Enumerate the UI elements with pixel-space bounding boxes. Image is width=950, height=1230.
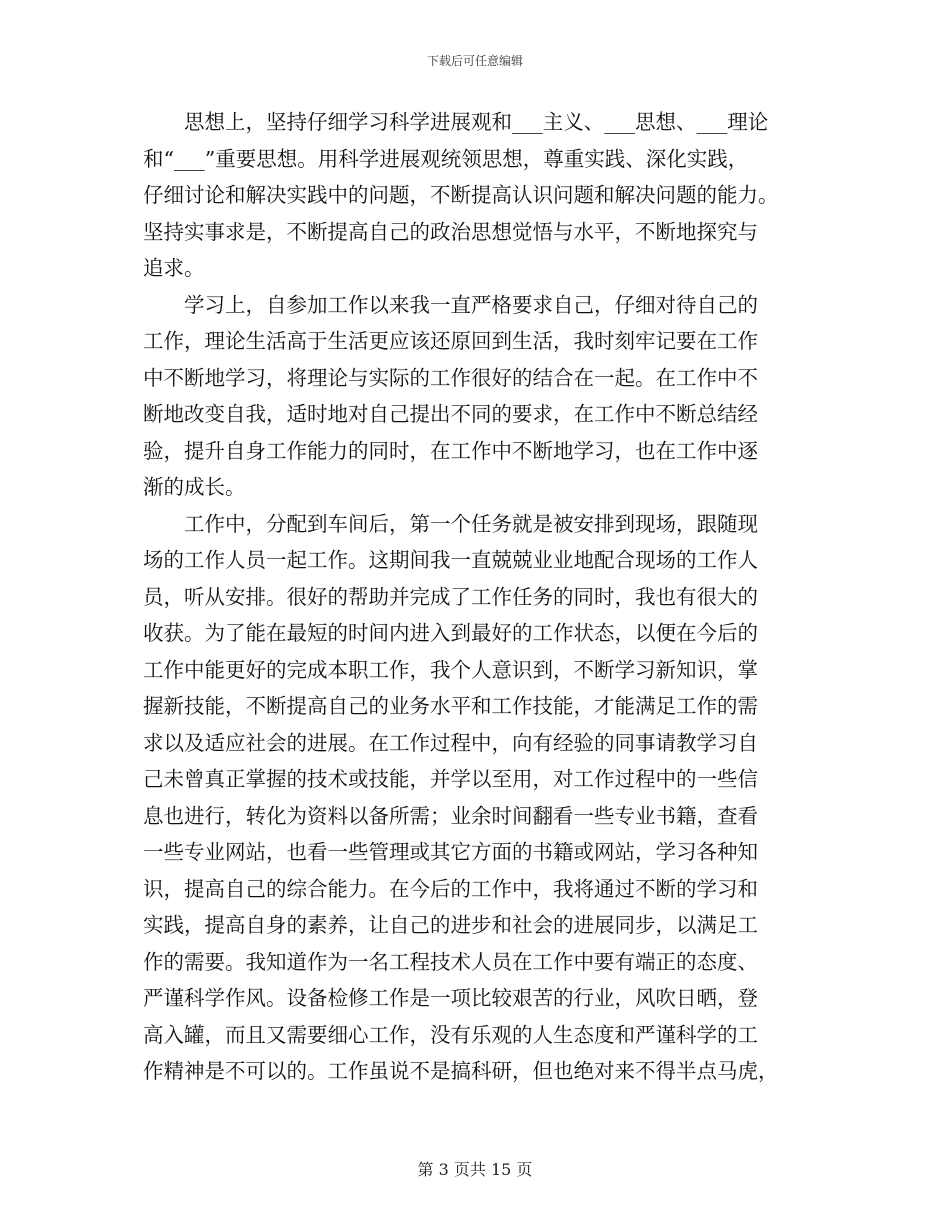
text-line: 断地改变自我，适时地对自己提出不同的要求，在工作中不断总结经 bbox=[143, 402, 758, 426]
text-line: 渐的成长。 bbox=[143, 475, 246, 499]
text-line: 坚持实事求是，不断提高自己的政治思想觉悟与水平，不断地探究与 bbox=[143, 219, 758, 244]
text-line: 一些专业网站，也看一些管理或其它方面的书籍或网站，学习各种知 bbox=[143, 840, 758, 864]
page-header: 下载后可任意编辑 bbox=[426, 54, 523, 68]
text-line: 验，提升自身工作能力的同时，在工作中不断地学习，也在工作中逐 bbox=[143, 438, 758, 463]
document-body bbox=[143, 104, 805, 1090]
text-line: 己未曾真正掌握的技术或技能，并学以至用，对工作过程中的一些信 bbox=[143, 767, 758, 791]
text-line: 中不断地学习，将理论与实际的工作很好的结合在一起。在工作中不 bbox=[143, 365, 758, 390]
text-line: 追求。 bbox=[143, 256, 205, 280]
text-line: 和“___”重要思想。用科学进展观统领思想，尊重实践、深化实践， bbox=[143, 146, 749, 171]
page-number: 第 3 页共 15 页 bbox=[417, 1160, 533, 1179]
text-line: 工作中能更好的完成本职工作，我个人意识到，不断学习新知识，掌 bbox=[143, 657, 758, 682]
text-line: 作的需要。我知道作为一名工程技术人员在工作中要有端正的态度、 bbox=[143, 949, 758, 974]
text-line: 息也进行，转化为资料以备所需；业余时间翻看一些专业书籍，查看 bbox=[143, 803, 758, 828]
text-line: 场的工作人员一起工作。这期间我一直兢兢业业地配合现场的工作人 bbox=[143, 548, 758, 572]
text-line: 严谨科学作风。设备检修工作是一项比较艰苦的行业，风吹日晒，登 bbox=[143, 986, 758, 1010]
text-line: 实践，提高自身的素养，让自己的进步和社会的进展同步，以满足工 bbox=[143, 913, 758, 937]
text-line: 学习上，自参加工作以来我一直严格要求自己，仔细对待自己的 bbox=[184, 292, 758, 317]
text-line: 工作，理论生活高于生活更应该还原回到生活，我时刻牢记要在工作 bbox=[143, 329, 758, 353]
text-line: 收获。为了能在最短的时间内进入到最好的工作状态，以便在今后的 bbox=[143, 621, 758, 645]
text-line: 识，提高自己的综合能力。在今后的工作中，我将通过不断的学习和 bbox=[143, 876, 758, 901]
text-line: 握新技能，不断提高自己的业务水平和工作技能，才能满足工作的需 bbox=[143, 694, 758, 718]
text-line: 作精神是不可以的。工作虽说不是搞科研，但也绝对来不得半点马虎， bbox=[143, 1059, 779, 1083]
text-line: 高入罐，而且又需要细心工作，没有乐观的人生态度和严谨科学的工 bbox=[143, 1022, 758, 1047]
text-line: 思想上，坚持仔细学习科学进展观和___主义、___思想、___理论 bbox=[184, 110, 769, 134]
text-line: 工作中，分配到车间后，第一个任务就是被安排到现场，跟随现 bbox=[184, 511, 758, 536]
text-line: 员，听从安排。很好的帮助并完成了工作任务的同时，我也有很大的 bbox=[143, 584, 758, 609]
text-line: 仔细讨论和解决实践中的问题，不断提高认识问题和解决问题的能力。 bbox=[143, 183, 779, 207]
text-line: 求以及适应社会的进展。在工作过程中，向有经验的同事请教学习自 bbox=[143, 730, 758, 755]
